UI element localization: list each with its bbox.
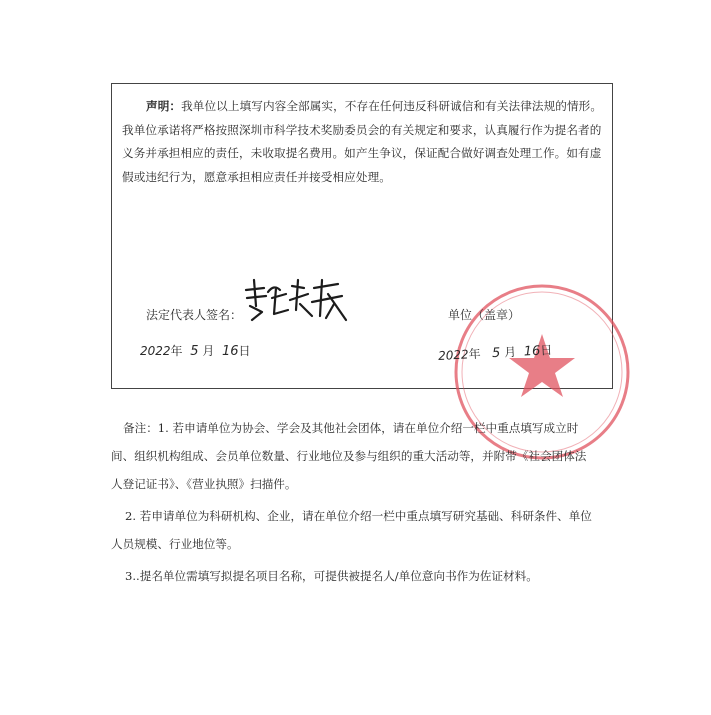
note-item-3: 3..提名单位需填写拟提名项目名称，可提供被提名人/单位意向书作为佐证材料。 [125, 569, 538, 583]
date-left-year: 2022 [140, 344, 171, 358]
declaration-text [122, 95, 606, 189]
date-right-year-unit: 年 [468, 346, 481, 362]
notes-section [111, 414, 597, 590]
unit-seal-label: 单位（盖章） [448, 308, 521, 322]
date-right-day-unit: 日 [539, 343, 553, 358]
date-right-month-unit: 月 [503, 344, 517, 360]
note-item-1: 备注：1. 若申请单位为协会、学会及其他社会团体，请在单位介绍一栏中重点填写成立时间、组织机构组成、会员单位数量、行业地位及参与组织的重大活动等，并附带《社会团体法人登记证书》、《营业执照》扫描件。 [111, 421, 587, 491]
date-right-month: 5 [491, 345, 501, 362]
note-item-2: 2. 若申请单位为科研机构、企业，请在单位介绍一栏中重点填写研究基础、科研条件、单位人员规模、行业地位等。 [111, 509, 592, 551]
handwritten-signature [242, 276, 352, 324]
date-right-day: 16 [523, 343, 541, 360]
date-left-month: 5 [190, 344, 199, 359]
date-right-year: 2022 [437, 347, 469, 363]
date-left-day: 16 [221, 344, 239, 359]
declaration-box [111, 83, 613, 389]
declaration-label: 声明： [146, 99, 182, 113]
declaration-body: 我单位以上填写内容全部属实，不存在任何违反科研诚信和有关法律法规的情形。我单位承诺将严格按照深圳市科学技术奖励委员会的有关规定和要求，认真履行作为提名者的义务并承担相应的责任，未收取提名费用。如产生争议，保证配合做好调查处理工作。如有虚假或违纪行为，愿意承担相应责任并接受相应处理。 [122, 99, 603, 184]
legal-representative-label: 法定代表人签名： [146, 308, 243, 322]
date-left-day-unit: 日 [238, 344, 251, 358]
date-left [140, 342, 251, 359]
date-left-year-unit: 年 [170, 344, 183, 358]
date-left-month-unit: 月 [202, 344, 215, 358]
